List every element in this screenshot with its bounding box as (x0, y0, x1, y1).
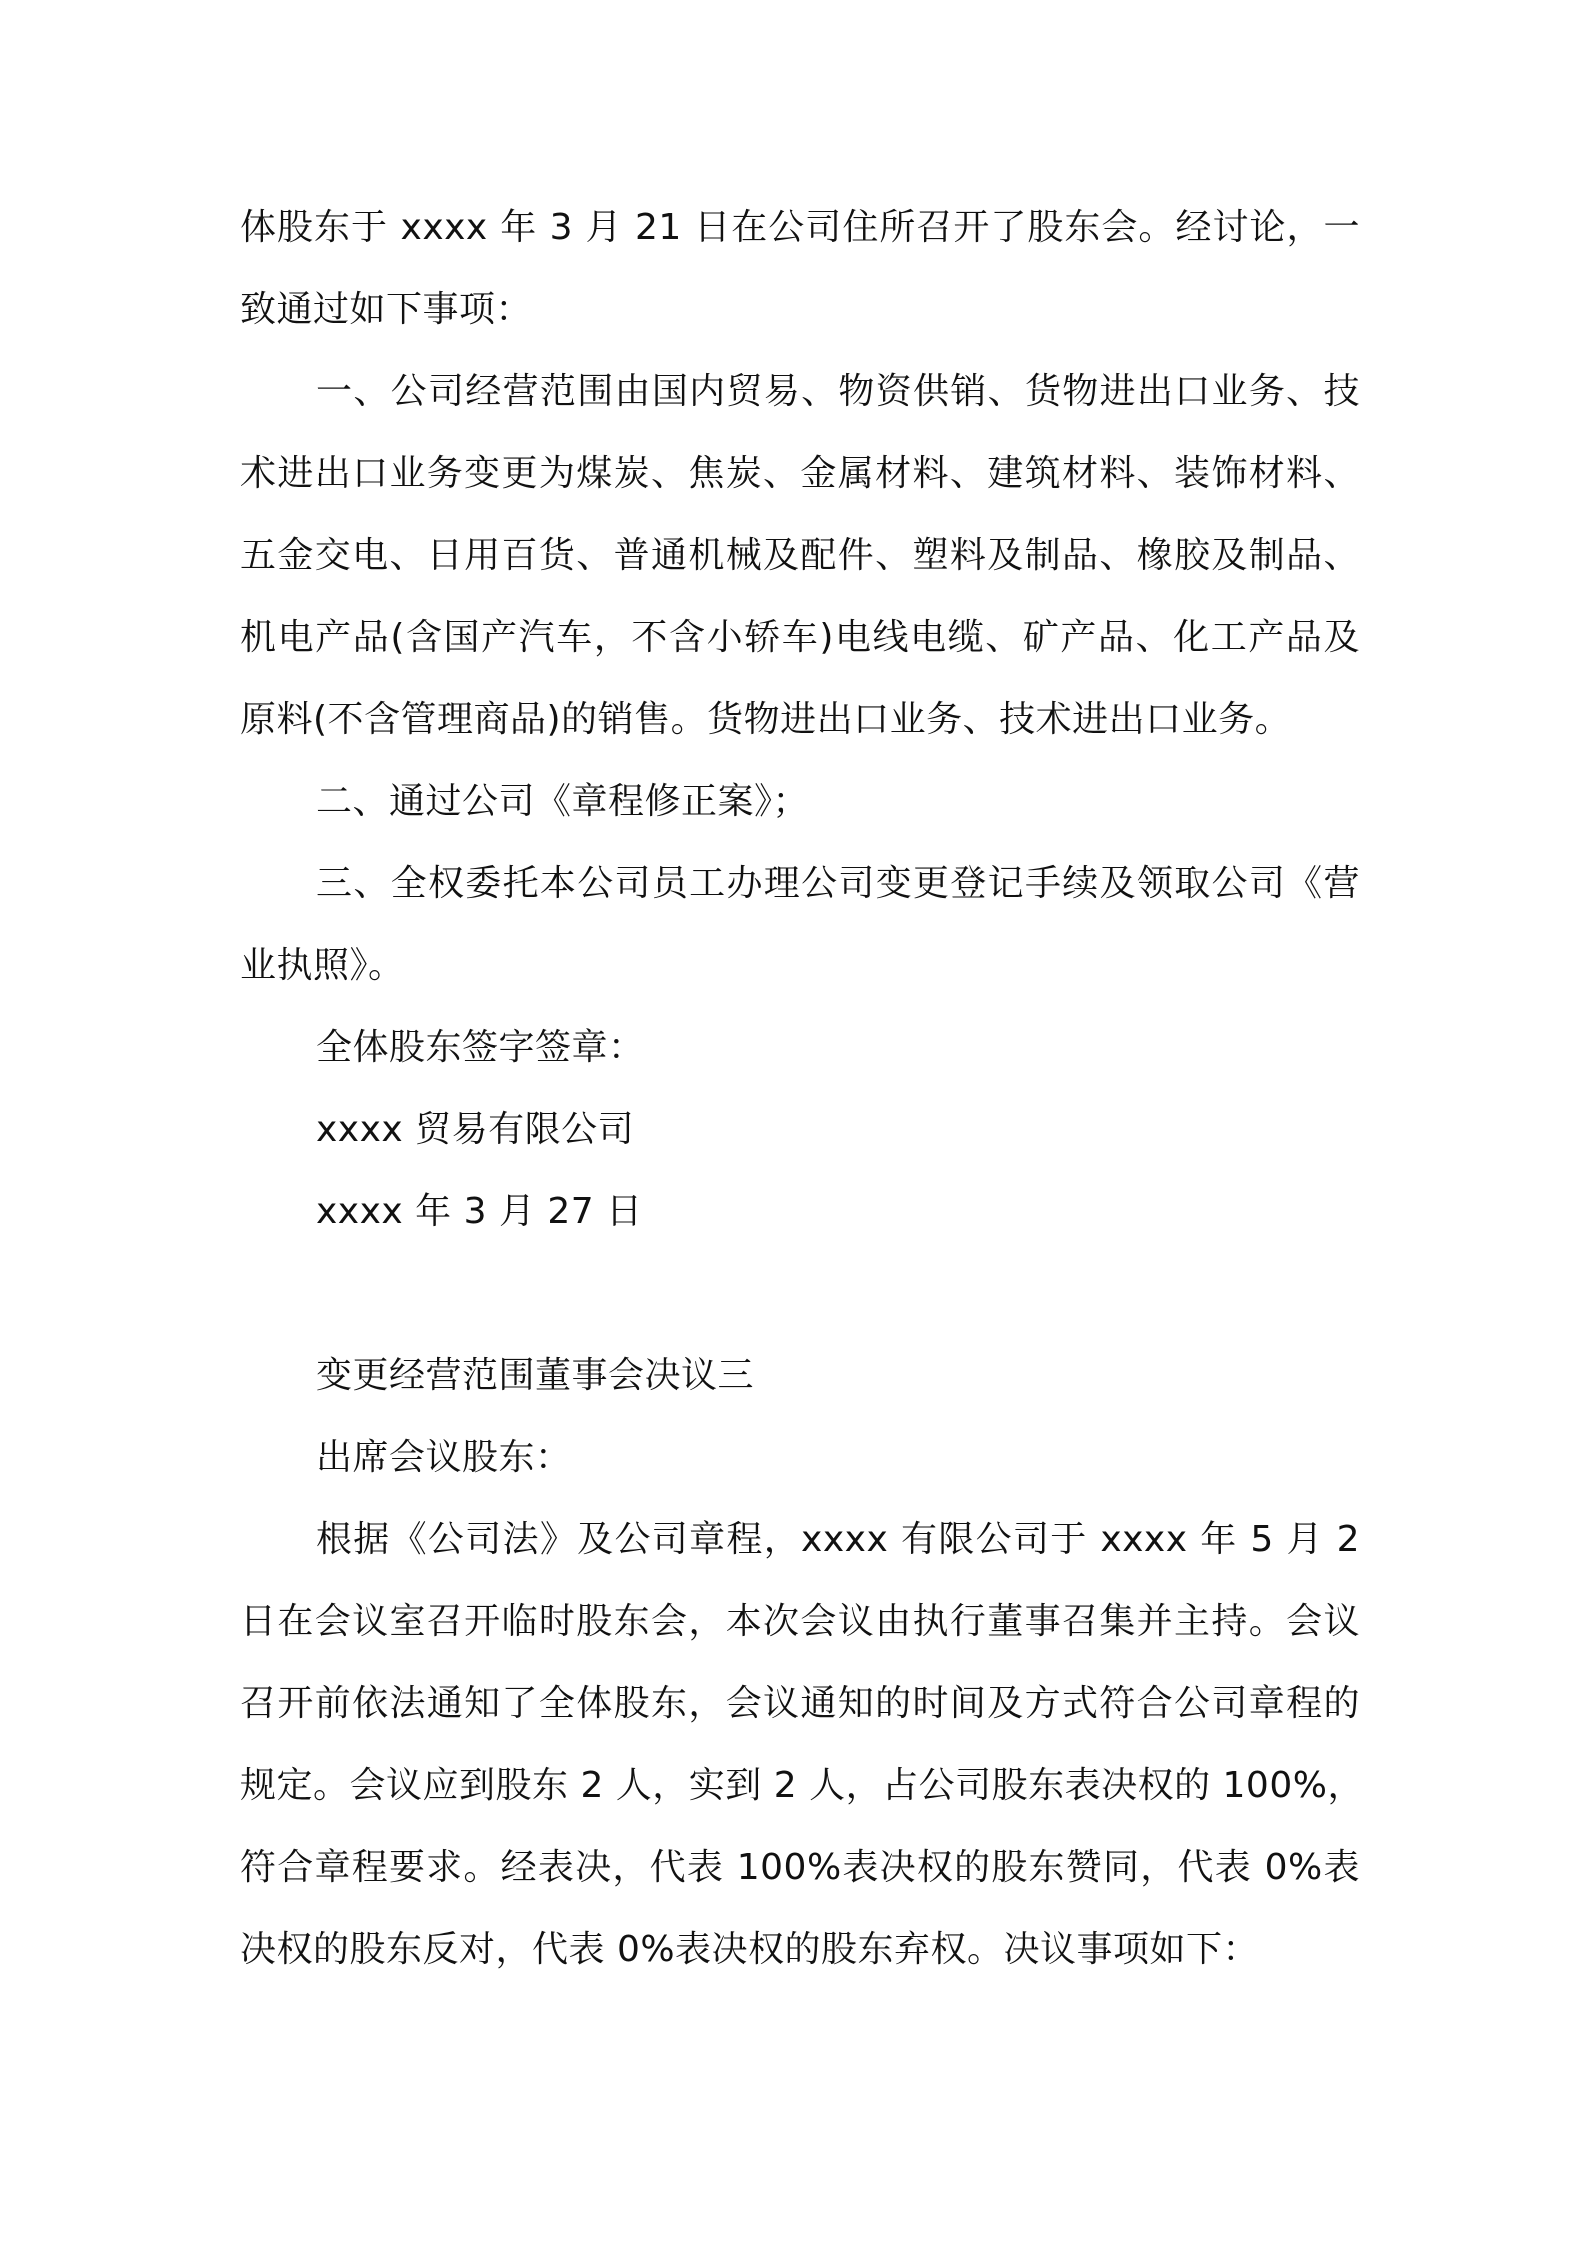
paragraph-line: 决权的股东反对，代表 0%表决权的股东弃权。决议事项如下： (240, 1929, 1260, 1970)
signature-label: 全体股东签字签章： (316, 1027, 645, 1068)
paragraph-line: 体股东于 xxxx 年 3 月 21 日在公司住所召开了股东会。经讨论，一 (240, 207, 1360, 248)
paragraph-line: 一、公司经营范围由国内贸易、物资供销、货物进出口业务、技 (316, 371, 1360, 412)
paragraph-line: 根据《公司法》及公司章程，xxxx 有限公司于 xxxx 年 5 月 2 (316, 1519, 1360, 1560)
attendees-label: 出席会议股东： (316, 1437, 572, 1478)
paragraph-line: 三、全权委托本公司员工办理公司变更登记手续及领取公司《营 (316, 863, 1360, 904)
paragraph-line: 符合章程要求。经表决，代表 100%表决权的股东赞同，代表 0%表 (240, 1847, 1360, 1888)
paragraph-line: 规定。会议应到股东 2 人，实到 2 人，占公司股东表决权的 100%， (240, 1765, 1364, 1806)
paragraph-line: 机电产品(含国产汽车，不含小轿车)电线电缆、矿产品、化工产品及 (240, 617, 1360, 658)
paragraph-line: 业执照》。 (240, 945, 405, 986)
paragraph-line: 五金交电、日用百货、普通机械及配件、塑料及制品、橡胶及制品、 (240, 535, 1360, 576)
company-name: xxxx 贸易有限公司 (316, 1109, 635, 1150)
paragraph-line: 二、通过公司《章程修正案》； (316, 781, 810, 822)
paragraph-line: 原料(不含管理商品)的销售。货物进出口业务、技术进出口业务。 (240, 699, 1292, 740)
signature-date: xxxx 年 3 月 27 日 (316, 1191, 643, 1232)
paragraph-line: 召开前依法通知了全体股东，会议通知的时间及方式符合公司章程的 (240, 1683, 1360, 1724)
paragraph-line: 致通过如下事项： (240, 289, 533, 330)
paragraph-line: 术进出口业务变更为煤炭、焦炭、金属材料、建筑材料、装饰材料、 (240, 453, 1360, 494)
paragraph-line: 日在会议室召开临时股东会，本次会议由执行董事召集并主持。会议 (240, 1601, 1360, 1642)
section-title: 变更经营范围董事会决议三 (316, 1355, 755, 1396)
